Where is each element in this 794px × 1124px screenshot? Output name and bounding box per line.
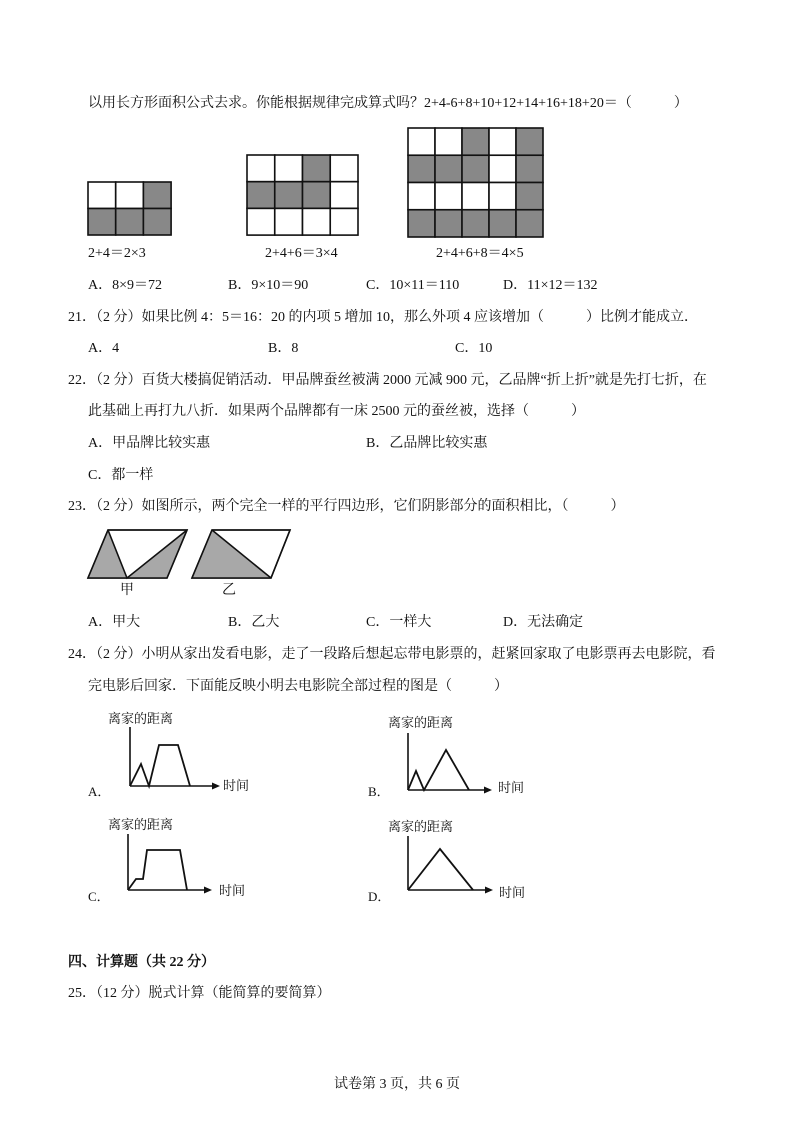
distance-line bbox=[408, 849, 473, 890]
q24-stem-line-1: 24．（2 分）小明从家出发看电影，走了一段路后想起忘带电影票的，赶紧回家取了电影票再去电影院，看 bbox=[68, 647, 716, 662]
shaded-cell bbox=[489, 210, 516, 237]
page-footer: 试卷第 3 页，共 6 页 bbox=[334, 1077, 460, 1092]
blank-cell bbox=[408, 128, 435, 155]
graph-c-letter: C． bbox=[88, 889, 110, 904]
q23-option-b: B．乙大 bbox=[228, 615, 280, 630]
blank-cell bbox=[247, 208, 275, 235]
graph-d-x-label: 时间 bbox=[499, 885, 526, 900]
section-heading: 四、计算题（共 22 分） bbox=[68, 955, 215, 970]
q25-stem: 25．（12 分）脱式计算（能简算的要简算） bbox=[68, 986, 331, 1001]
q22-option-c: C．都一样 bbox=[88, 468, 154, 483]
shaded-cell bbox=[116, 209, 144, 236]
graph-a-x-label: 时间 bbox=[223, 778, 250, 793]
graph-c bbox=[128, 834, 212, 894]
q21-option-c: C．10 bbox=[455, 341, 493, 356]
q21-option-b: B．8 bbox=[268, 341, 299, 356]
blank-cell bbox=[275, 208, 303, 235]
q23-stem: 23．（2 分）如图所示，两个完全一样的平行四边形，它们阴影部分的面积相比，（ ） bbox=[68, 499, 625, 514]
shaded-cell bbox=[88, 209, 116, 236]
blank-cell bbox=[330, 155, 358, 182]
q21-option-a: A．4 bbox=[88, 341, 120, 356]
blank-cell bbox=[489, 155, 516, 182]
graph-b-x-label: 时间 bbox=[498, 780, 525, 795]
shaded-cell bbox=[516, 128, 543, 155]
shaded-cell bbox=[462, 128, 489, 155]
figure-label-yi: 乙 bbox=[222, 583, 236, 598]
blank-cell bbox=[275, 155, 303, 182]
shaded-cell bbox=[516, 155, 543, 182]
shaded-cell bbox=[435, 210, 462, 237]
shaded-cell bbox=[303, 155, 331, 182]
graph-b-y-label: 离家的距离 bbox=[388, 715, 454, 730]
distance-line bbox=[128, 850, 187, 890]
q20-option-c: C．10×11＝110 bbox=[366, 278, 460, 293]
grid-figure-2 bbox=[247, 155, 358, 235]
shaded-cell bbox=[247, 182, 275, 209]
blank-cell bbox=[462, 183, 489, 210]
graph-c-y-label: 离家的距离 bbox=[108, 817, 174, 832]
q20-stem-tail: 以用长方形面积公式去求。你能根据规律完成算式吗？2+4-6+8+10+12+14+16+18+20＝（ ） bbox=[88, 96, 688, 111]
blank-cell bbox=[435, 183, 462, 210]
shaded-cell bbox=[516, 183, 543, 210]
shaded-cell bbox=[143, 209, 171, 236]
blank-cell bbox=[330, 182, 358, 209]
x-axis-arrow-icon bbox=[204, 887, 212, 894]
graph-c-x-label: 时间 bbox=[219, 883, 246, 898]
q22-option-a: A．甲品牌比较实惠 bbox=[88, 436, 211, 451]
blank-cell bbox=[489, 183, 516, 210]
graph-b bbox=[408, 733, 492, 794]
shaded-cell bbox=[462, 210, 489, 237]
graph-b-letter: B． bbox=[368, 784, 390, 799]
x-axis-arrow-icon bbox=[212, 783, 220, 790]
distance-line bbox=[408, 750, 469, 790]
graph-a bbox=[130, 727, 220, 790]
grid-figure-1 bbox=[88, 182, 171, 235]
shaded-cell bbox=[408, 210, 435, 237]
blank-cell bbox=[435, 128, 462, 155]
figure-label-jia: 甲 bbox=[120, 583, 134, 598]
blank-cell bbox=[408, 183, 435, 210]
q24-stem-line-2: 完电影后回家．下面能反映小明去电影院全部过程的图是（ ） bbox=[88, 679, 508, 694]
shaded-cell bbox=[408, 155, 435, 182]
q22-option-b: B．乙品牌比较实惠 bbox=[366, 436, 488, 451]
blank-cell bbox=[330, 208, 358, 235]
parallelogram-jia bbox=[88, 530, 187, 578]
grid-caption-3: 2+4+6+8＝4×5 bbox=[436, 246, 524, 261]
q23-option-d: D．无法确定 bbox=[503, 615, 584, 630]
q23-option-c: C．一样大 bbox=[366, 615, 432, 630]
graph-d-letter: D． bbox=[368, 889, 391, 904]
blank-cell bbox=[303, 208, 331, 235]
graph-d-y-label: 离家的距离 bbox=[388, 819, 454, 834]
q20-option-b: B．9×10＝90 bbox=[228, 278, 309, 293]
blank-cell bbox=[489, 128, 516, 155]
distance-line bbox=[130, 745, 190, 786]
q22-stem-line-2: 此基础上再打九八折．如果两个品牌都有一床 2500 元的蚕丝被，选择（ ） bbox=[88, 404, 585, 419]
shaded-cell bbox=[516, 210, 543, 237]
graph-a-letter: A． bbox=[88, 784, 111, 799]
q22-stem-line-1: 22．（2 分）百货大楼搞促销活动．甲品牌蚕丝被满 2000 元减 900 元，乙品牌“折上折”就是先打七折，在 bbox=[68, 373, 707, 388]
q23-option-a: A．甲大 bbox=[88, 615, 141, 630]
grid-caption-2: 2+4+6＝3×4 bbox=[265, 246, 338, 261]
shaded-cell bbox=[275, 182, 303, 209]
blank-cell bbox=[116, 182, 144, 209]
blank-cell bbox=[247, 155, 275, 182]
blank-cell bbox=[88, 182, 116, 209]
parallelogram-yi bbox=[192, 530, 290, 578]
shaded-cell bbox=[303, 182, 331, 209]
grid-figure-3 bbox=[408, 128, 543, 237]
shaded-cell bbox=[435, 155, 462, 182]
x-axis-arrow-icon bbox=[485, 887, 493, 894]
graph-a-y-label: 离家的距离 bbox=[108, 711, 174, 726]
grid-caption-1: 2+4＝2×3 bbox=[88, 246, 146, 261]
shaded-cell bbox=[143, 182, 171, 209]
q21-stem: 21．（2 分）如果比例 4：5＝16：20 的内项 5 增加 10，那么外项 4 应该增加（ ）比例才能成立． bbox=[68, 310, 698, 325]
shaded-cell bbox=[462, 155, 489, 182]
graph-d bbox=[408, 836, 493, 894]
q20-option-d: D．11×12＝132 bbox=[503, 278, 598, 293]
q20-option-a: A．8×9＝72 bbox=[88, 278, 163, 293]
x-axis-arrow-icon bbox=[484, 787, 492, 794]
